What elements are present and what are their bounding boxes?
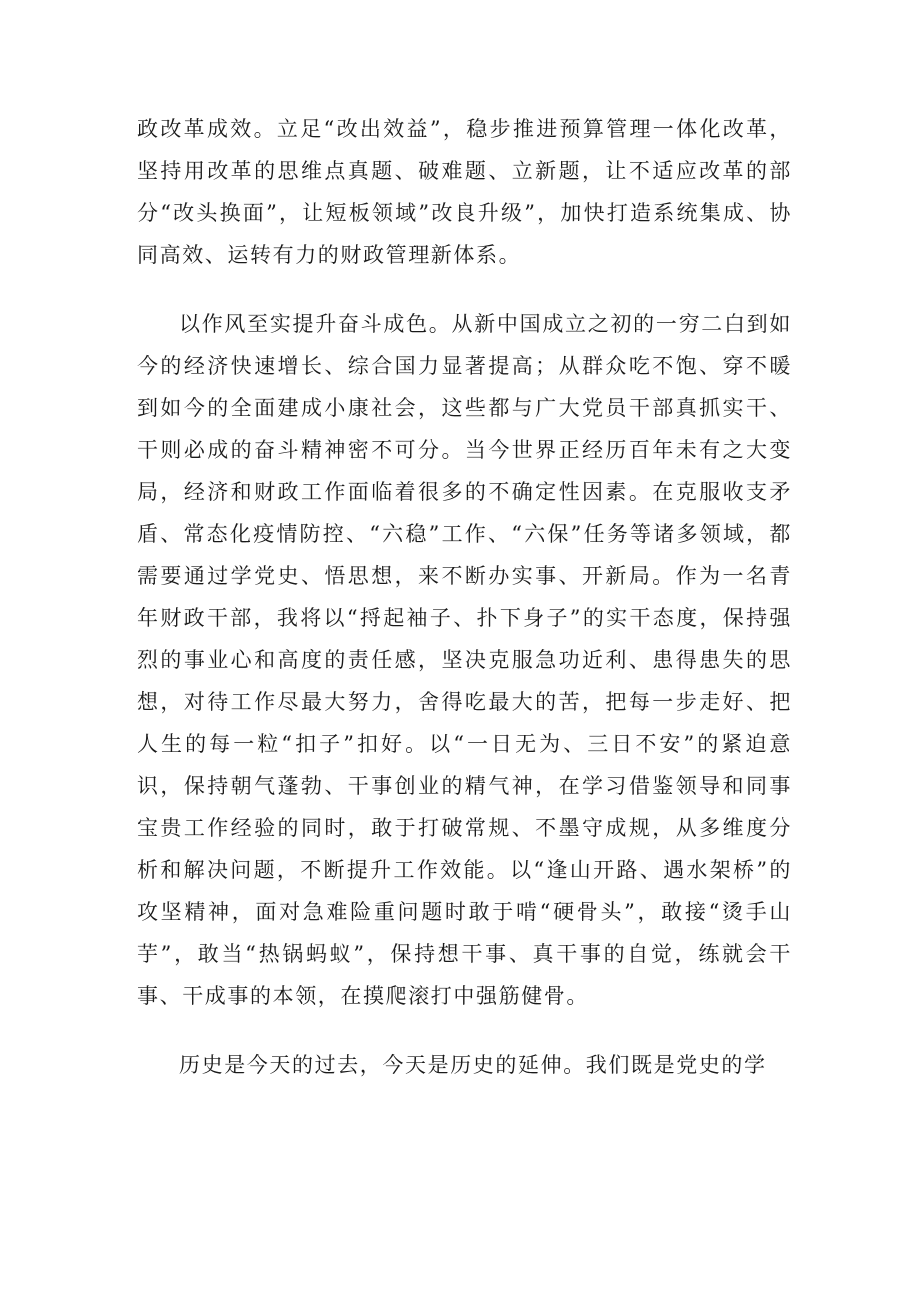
paragraph-work-style: 以作风至实提升奋斗成色。从新中国成立之初的一穷二白到如今的经济快速增长、综合国力显著提高；从群众吃不饱、穿不暖到如今的全面建成小康社会，这些都与广大党员干部真抓实干、干则必成的奋斗精神密不可分。当今世界正经历百年未有之大变局，经济和财政工作面临着很多的不确定性因素。在克服收支矛盾、常态化疫情防控、“六稳”工作、“六保”任务等诸多领域，都需要通过学党史、悟思想，来不断办实事、开新局。作为一名青年财政干部，我将以“捋起袖子、扑下身子”的实干态度，保持强烈的事业心和高度的责任感，坚决克服急功近利、患得患失的思想，对待工作尽最大努力，舍得吃最大的苦，把每一步走好、把人生的每一粒“扣子”扣好。以“一日无为、三日不安”的紧迫意识，保持朝气蓬勃、干事创业的精气神，在学习借鉴领导和同事宝贵工作经验的同时，敢于打破常规、不墨守成规，从多维度分析和解决问题，不断提升工作效能。以“逢山开路、遇水架桥”的攻坚精神，面对急难险重问题时敢于啃“硬骨头”，敢接“烫手山芋”，敢当“热锅蚂蚁”，保持想干事、真干事的自觉，练就会干事、干成事的本领，在摸爬滚打中强筋健骨。 [137, 312, 792, 1008]
paragraph-history: 历史是今天的过去，今天是历史的延伸。我们既是党史的学 [179, 1053, 767, 1077]
paragraph-continuation: 政改革成效。立足“改出效益”，稳步推进预算管理一体化改革，坚持用改革的思维点真题、破难题、立新题，让不适应改革的部分“改头换面”，让短板领域”改良升级”，加快打造系统集成、协同高效、运转有力的财政管理新体系。 [137, 117, 792, 267]
document-body [137, 108, 792, 1086]
